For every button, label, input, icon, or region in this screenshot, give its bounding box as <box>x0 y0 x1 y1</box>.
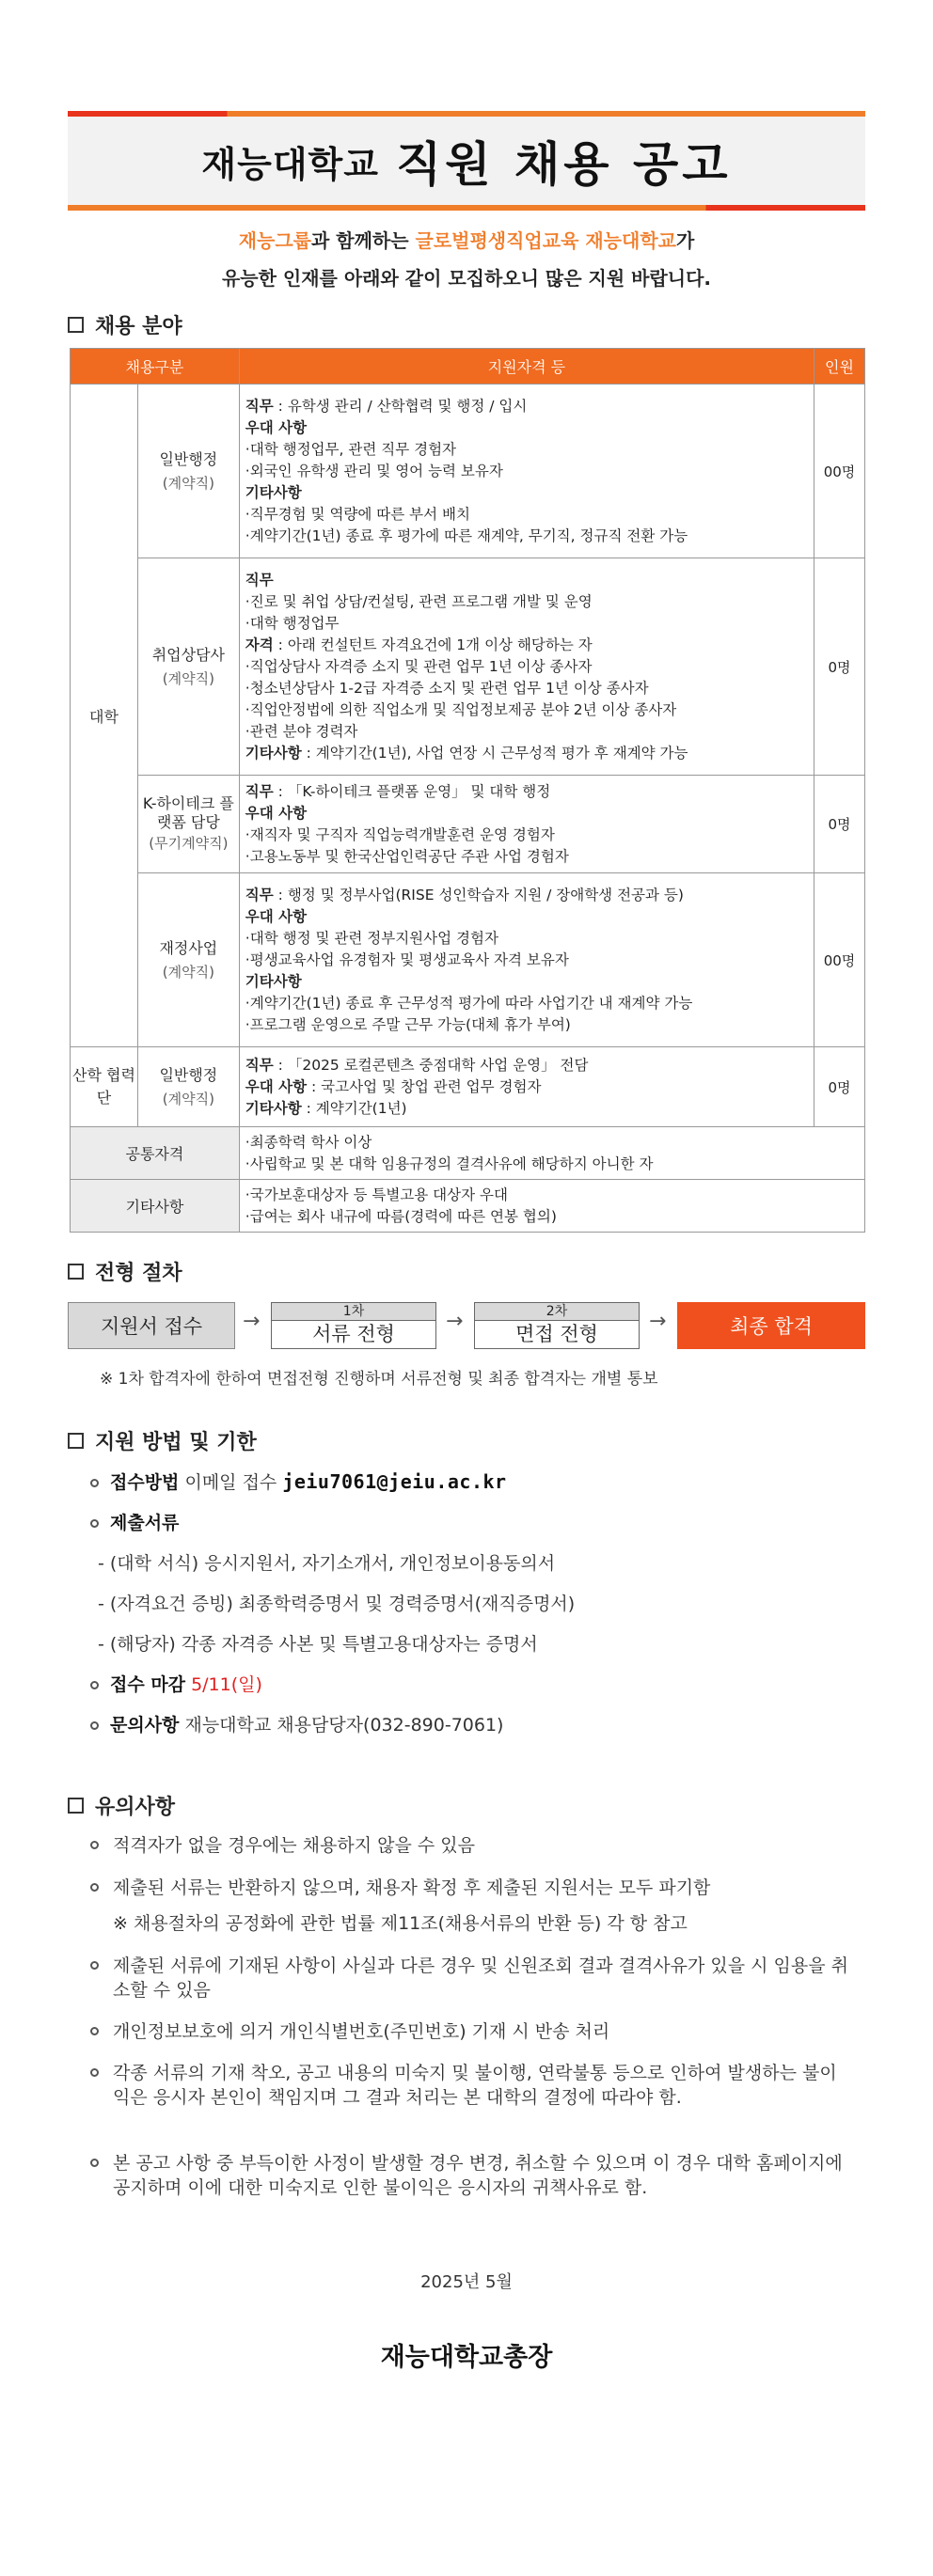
doc-item: - (대학 서식) 응시지원서, 자기소개서, 개인정보이용동의서 <box>98 1553 556 1574</box>
bullet-icon <box>90 1721 99 1730</box>
deadline-label: 접수 마감 <box>110 1674 186 1695</box>
sub-category-name: 일반행정 <box>159 1066 218 1085</box>
list-item: ·직업상담사 자격증 소지 및 관련 업무 1년 이상 종사자 <box>245 657 593 675</box>
process-step-final: 최종 합격 <box>677 1302 865 1349</box>
docs-label: 제출서류 <box>110 1513 180 1533</box>
bullet-icon <box>90 2027 99 2035</box>
intro-with: 과 함께하는 <box>310 229 416 252</box>
table-row-common <box>71 1127 865 1180</box>
sub-category <box>137 558 239 776</box>
headcount: 0명 <box>814 776 865 873</box>
stage-label: 1차 <box>271 1302 436 1321</box>
preference-heading: 우대 사항 <box>245 804 308 822</box>
qualification-cell <box>239 1047 814 1127</box>
section-apply-label: 지원 방법 및 기한 <box>95 1431 257 1454</box>
process-note: ※ 1차 합격자에 한하여 면접전형 진행하며 서류전형 및 최종 합격자는 개별 통보 <box>100 1370 658 1389</box>
caution-text: 제출된 서류는 반환하지 않으며, 채용자 확정 후 제출된 지원서는 모두 파기함 <box>113 1877 711 1898</box>
process-step-interview <box>474 1302 640 1349</box>
preference-heading: 우대 사항 <box>245 1077 308 1095</box>
caution-note <box>90 1911 854 1936</box>
headcount: 00명 <box>814 873 865 1047</box>
intro-line-1 <box>68 226 865 253</box>
caution-text: 본 공고 사항 중 부득이한 사정이 발생할 경우 변경, 취소할 수 있으며 이 경우 대학 홈페이지에 공지하며 이에 대한 미숙지로 인한 불이익은 응시자의 귀책사유로 함. <box>113 2153 843 2198</box>
contact-text: 재능대학교 채용담당자(032-890-7061) <box>179 1715 504 1736</box>
caution-text: 개인정보보호에 의거 개인식별번호(주민번호) 기재 시 반송 처리 <box>113 2021 610 2042</box>
bullet-icon <box>90 1681 99 1689</box>
list-item: ·국가보훈대상자 등 특별고용 대상자 우대 <box>245 1186 508 1203</box>
qualification-cell <box>239 385 814 558</box>
posting-date: 2025년 5월 <box>420 2272 513 2292</box>
caution-item <box>90 2061 854 2110</box>
list-item: ·재직자 및 구직자 직업능력개발훈련 운영 경험자 <box>245 825 555 843</box>
bullet-icon <box>90 1479 99 1487</box>
etc-label: 기타사항 <box>71 1180 240 1233</box>
caution-item <box>90 1876 854 1900</box>
list-item: ·최종학력 학사 이상 <box>245 1133 372 1151</box>
page-title <box>68 117 865 205</box>
duty-text: : 행정 및 정부사업(RISE 성인학습자 지원 / 장애학생 전공과 등) <box>273 886 684 903</box>
preference-heading: 우대 사항 <box>245 907 308 925</box>
qualification-cell <box>239 873 814 1047</box>
duty-heading: 직무 <box>245 886 274 903</box>
sub-category-name: 재정사업 <box>159 939 218 958</box>
contact-label: 문의사항 <box>110 1715 180 1736</box>
caution-text: 각종 서류의 기재 착오, 공고 내용의 미숙지 및 불이행, 연락불통 등으로 인하여 발생하는 불이익은 응시자 본인이 책임지며 그 결과 처리는 본 대학의 결정에 따라야 함. <box>113 2063 837 2108</box>
duty-text: : 유학생 관리 / 산학협력 및 행정 / 입시 <box>273 397 528 415</box>
title-bottom-bar <box>68 205 865 211</box>
common-label: 공통자격 <box>71 1127 240 1180</box>
method-label: 접수방법 <box>110 1472 180 1493</box>
doc-item: - (자격요건 증빙) 최종학력증명서 및 경력증명서(재직증명서) <box>98 1594 576 1614</box>
sub-category <box>137 1047 239 1127</box>
list-item: ·계약기간(1년) 종료 후 평가에 따른 재계약, 무기직, 정규직 전환 가능 <box>245 526 688 544</box>
caution-text: 제출된 서류에 기재된 사항이 사실과 다른 경우 및 신원조회 결과 결격사유가 있을 시 임용을 취소할 수 있음 <box>113 1956 849 2001</box>
list-item: ·대학 행정 및 관련 정부지원사업 경험자 <box>245 929 498 947</box>
list-item: ·평생교육사업 유경험자 및 평생교육사 자격 보유자 <box>245 950 569 968</box>
table-header-row <box>71 349 865 385</box>
list-item: ·계약기간(1년) 종료 후 근무성적 평가에 따라 사업기간 내 재계약 가능 <box>245 994 693 1012</box>
table-row <box>71 873 865 1047</box>
qualification-heading: 자격 <box>245 636 274 653</box>
list-item: ·사립학교 및 본 대학 임용규정의 결격사유에 해당하지 아니한 자 <box>245 1154 654 1172</box>
section-caution-title <box>68 1791 175 1820</box>
bullet-icon <box>90 2068 99 2077</box>
list-item: ·진로 및 취업 상담/컨설팅, 관련 프로그램 개발 및 운영 <box>245 592 593 610</box>
apply-method <box>90 1469 507 1494</box>
list-item: ·청소년상담사 1-2급 자격증 소지 및 관련 업무 1년 이상 종사자 <box>245 679 649 697</box>
other-text: : 계약기간(1년), 사업 연장 시 근무성적 평가 후 재계약 가능 <box>301 744 688 762</box>
title-main: 직원 채용 공고 <box>395 137 732 192</box>
caution-item <box>90 1954 854 2003</box>
list-item: ·대학 행정업무 <box>245 614 340 632</box>
table-row <box>71 776 865 873</box>
preference-text: : 국고사업 및 창업 관련 업무 경험자 <box>307 1077 542 1095</box>
other-heading: 기타사항 <box>245 483 302 501</box>
sub-category-name: 일반행정 <box>159 450 218 469</box>
apply-contact <box>90 1711 503 1736</box>
other-heading: 기타사항 <box>245 744 302 762</box>
arrow-icon: → <box>243 1310 261 1333</box>
process-step-apply: 지원서 접수 <box>68 1302 235 1349</box>
intro-group: 재능그룹 <box>238 229 311 252</box>
list-item: ·고용노동부 및 한국산업인력공단 주관 사업 경험자 <box>245 847 569 865</box>
qualification-text: : 아래 컨설턴트 자격요건에 1개 이상 해당하는 자 <box>273 636 593 653</box>
section-recruit-label: 채용 분야 <box>95 315 182 338</box>
intro-line-2: 유능한 인재를 아래와 같이 모집하오니 많은 지원 바랍니다. <box>221 267 712 290</box>
table-row <box>71 385 865 558</box>
common-cell <box>239 1127 864 1180</box>
header-qualification: 지원자격 등 <box>239 349 814 385</box>
employment-type: (계약직) <box>162 474 214 492</box>
checkbox-icon <box>68 317 84 333</box>
qualification-cell <box>239 558 814 776</box>
sub-category <box>137 776 239 873</box>
stage-name: 서류 전형 <box>271 1321 436 1349</box>
checkbox-icon <box>68 1264 84 1280</box>
method-text: 이메일 접수 <box>179 1472 283 1493</box>
other-heading: 기타사항 <box>245 972 302 990</box>
intro-university: 글로벌평생직업교육 재능대학교 <box>415 229 676 252</box>
sub-category-name: 취업상담사 <box>151 646 225 665</box>
sub-category <box>137 873 239 1047</box>
checkbox-icon <box>68 1433 84 1449</box>
email-link[interactable]: jeiu7061@jeiu.ac.kr <box>282 1470 507 1493</box>
list-item: ·관련 분야 경력자 <box>245 722 358 740</box>
table-row-etc <box>71 1180 865 1233</box>
header-category: 채용구분 <box>71 349 240 385</box>
list-item: ·직업안정법에 의한 직업소개 및 직업정보제공 분야 2년 이상 종사자 <box>245 700 677 718</box>
section-apply-title <box>68 1426 257 1455</box>
sub-category-name: K-하이테크 플랫폼 담당 <box>142 793 234 831</box>
signature: 재능대학교총장 <box>380 2343 553 2372</box>
deadline-date: 5/11(일) <box>185 1674 262 1695</box>
caution-item <box>90 1833 854 1858</box>
stage-name: 면접 전형 <box>474 1321 640 1349</box>
etc-cell <box>239 1180 864 1233</box>
headcount: 0명 <box>814 558 865 776</box>
employment-type: (무기계약직) <box>149 834 229 852</box>
apply-deadline <box>90 1671 262 1696</box>
stage-label: 2차 <box>474 1302 640 1321</box>
sub-category <box>137 385 239 558</box>
doc-item: - (해당자) 각종 자격증 사본 및 특별고용대상자는 증명서 <box>98 1634 538 1655</box>
title-university: 재능대학교 <box>201 143 379 185</box>
caution-item <box>90 2019 854 2044</box>
preference-heading: 우대 사항 <box>245 418 308 436</box>
caution-text: 적격자가 없을 경우에는 채용하지 않을 수 있음 <box>113 1835 475 1856</box>
section-caution-label: 유의사항 <box>95 1796 176 1819</box>
intro-particle: 가 <box>675 229 695 252</box>
arrow-icon: → <box>446 1310 464 1333</box>
category-univ: 대학 <box>71 385 138 1047</box>
table-row <box>71 558 865 776</box>
headcount: 0명 <box>814 1047 865 1127</box>
bullet-icon <box>90 1519 99 1528</box>
duty-text: : 「2025 로컬콘텐츠 중점대학 사업 운영」 전담 <box>273 1056 589 1074</box>
category-sanhak: 산학 협력단 <box>71 1047 138 1127</box>
other-text: : 계약기간(1년) <box>301 1099 407 1117</box>
list-item: ·대학 행정업무, 관련 직무 경험자 <box>245 440 457 458</box>
headcount: 00명 <box>814 385 865 558</box>
list-item: ·외국인 유학생 관리 및 영어 능력 보유자 <box>245 462 503 479</box>
section-recruit-title <box>68 310 182 339</box>
caution-note-text: ※ 채용절차의 공정화에 관한 법률 제11조(채용서류의 반환 등) 각 항 참고 <box>113 1913 688 1934</box>
process-step-document <box>271 1302 436 1349</box>
table-row <box>71 1047 865 1127</box>
duty-heading: 직무 <box>245 1056 274 1074</box>
caution-item <box>90 2151 854 2200</box>
list-item: ·프로그램 운영으로 주말 근무 가능(대체 휴가 부여) <box>245 1015 571 1033</box>
apply-docs <box>90 1509 179 1534</box>
qualification-cell <box>239 776 814 873</box>
arrow-icon: → <box>649 1310 667 1333</box>
section-process-title <box>68 1257 182 1286</box>
duty-heading: 직무 <box>245 571 274 589</box>
bullet-icon <box>90 1883 99 1892</box>
bullet-icon <box>90 2159 99 2167</box>
duty-heading: 직무 <box>245 782 274 800</box>
list-item: ·직무경험 및 역량에 따른 부서 배치 <box>245 505 470 523</box>
duty-text: : 「K-하이테크 플랫폼 운영」 및 대학 행정 <box>273 782 551 800</box>
section-process-label: 전형 절차 <box>95 1262 182 1285</box>
header-count: 인원 <box>814 349 865 385</box>
employment-type: (계약직) <box>162 669 214 687</box>
bullet-icon <box>90 1961 99 1970</box>
bullet-icon <box>90 1841 99 1849</box>
other-heading: 기타사항 <box>245 1099 302 1117</box>
recruit-table <box>70 348 865 1233</box>
duty-heading: 직무 <box>245 397 274 415</box>
checkbox-icon <box>68 1798 84 1814</box>
employment-type: (계약직) <box>162 1090 214 1107</box>
employment-type: (계약직) <box>162 963 214 981</box>
list-item: ·급여는 회사 내규에 따름(경력에 따른 연봉 협의) <box>245 1207 557 1225</box>
